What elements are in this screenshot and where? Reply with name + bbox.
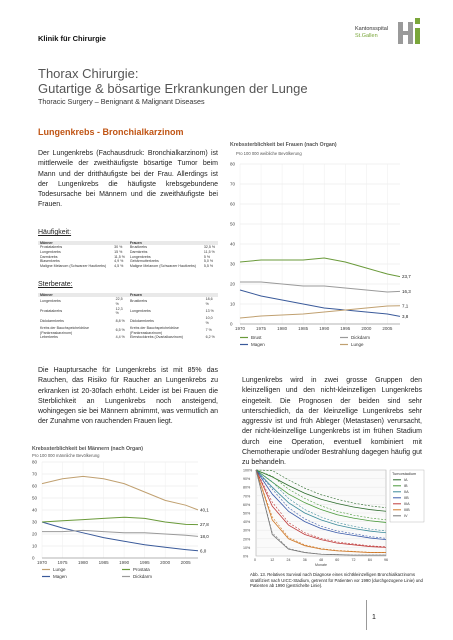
legend-label: IIIA xyxy=(404,502,410,506)
y-tick-label: 100% xyxy=(243,468,253,473)
page-number-divider xyxy=(366,600,367,630)
series-line-magen xyxy=(42,522,198,551)
types-paragraph: Lungenkrebs wird in zwei grosse Gruppen den kleinzelligen und den nicht-kleinzelligen Lungenkrebs eingeteilt. Die Prognosen der beiden sind sehr unterschiedlich, da der kleinzellige Lungenkrebs sehr aggressiv ist und früh Ableger (Metastasen) verursacht, der nicht-kleinzellige Lungenkrebs ist im frühen Stadium durch eine Operation, eventuell kombiniert mit Chemotherapie und/oder Bestrahlung dagegen häufig gut zu behandeln. xyxy=(242,377,422,467)
series-line-brust xyxy=(240,258,400,277)
chart-men xyxy=(30,446,216,586)
legend-label: Lunge xyxy=(53,567,66,572)
x-tick-label: 1975 xyxy=(57,560,68,565)
table-cell: 13 % xyxy=(205,308,214,313)
y-tick-label: 20 xyxy=(230,281,236,287)
table-header-cell: Männer xyxy=(38,293,114,297)
x-tick-label: 24 xyxy=(286,558,291,562)
x-tick-label: 2000 xyxy=(160,560,171,565)
series-line-dickdarm xyxy=(42,530,198,536)
end-value-label: 23,7 xyxy=(402,274,411,280)
end-value-label: 3,8 xyxy=(402,313,409,319)
table-cell: 5,0 % xyxy=(203,259,214,264)
x-tick-label: 0 xyxy=(254,558,256,562)
chart-survival-plot xyxy=(242,466,426,572)
table-cell: 30 % xyxy=(114,245,123,249)
table-cell: 11,5 % xyxy=(203,249,215,254)
x-tick-label: 36 xyxy=(302,558,307,562)
y-tick-label: 80% xyxy=(243,485,251,490)
header-clinic-name: Klinik für Chirurgie xyxy=(38,34,106,43)
table-cell: 6,2 % xyxy=(205,335,215,340)
table-cell: 32,5 % xyxy=(203,245,216,249)
table-row xyxy=(38,297,218,307)
table-cell: 6,5 % xyxy=(115,328,125,333)
y-tick-label: 60 xyxy=(230,201,236,207)
page-subtitle: Thoracic Surgery – Benignant & Malignant Diseases xyxy=(38,97,205,106)
legend-label: IV xyxy=(404,514,408,518)
x-tick-label: 60 xyxy=(335,558,340,562)
table-cell: 10,0 % xyxy=(205,316,213,325)
x-tick-label: 12 xyxy=(270,558,275,562)
table-cell: Lungenkrebs xyxy=(129,254,151,259)
x-tick-label: 1975 xyxy=(256,326,267,331)
page-title xyxy=(38,66,418,96)
table-cell: Blasenkrebs xyxy=(40,259,60,264)
table-cell: 12,3 % xyxy=(115,306,123,316)
y-tick-label: 60 xyxy=(32,483,38,489)
legend-label: Lunge xyxy=(351,342,364,347)
y-tick-label: 0% xyxy=(243,554,249,559)
table-row xyxy=(38,335,218,340)
x-tick-label: 1995 xyxy=(340,326,351,331)
x-tick-label: 84 xyxy=(367,558,372,562)
end-value-label: 16,3 xyxy=(402,288,411,294)
y-tick-label: 70 xyxy=(230,181,236,187)
table-cell: Lungenkrebs xyxy=(40,299,61,304)
table-cell: Lungenkrebs xyxy=(40,249,61,254)
chart-survival xyxy=(242,466,426,589)
table-cell: Gebärmutterkrebs xyxy=(129,259,159,264)
table-cell: 5 % xyxy=(203,254,211,259)
table-row xyxy=(38,307,218,317)
table-cell: 4,4 % xyxy=(115,335,125,340)
y-tick-label: 80 xyxy=(230,161,236,167)
x-tick-label: 1990 xyxy=(319,326,330,331)
title-line-1: Thorax Chirurgie: xyxy=(38,66,139,81)
x-tick-label: 1980 xyxy=(78,560,89,565)
legend-label: IIA xyxy=(404,490,409,494)
table-cell: 11,5 % xyxy=(114,254,125,259)
y-tick-label: 50% xyxy=(243,511,251,516)
y-tick-label: 70% xyxy=(243,494,251,499)
y-tick-label: 10% xyxy=(243,545,251,550)
legend-label: Magen xyxy=(251,342,265,347)
mortality-label: Sterberate: xyxy=(38,281,73,288)
y-tick-label: 20% xyxy=(243,537,251,542)
table-cell: Lungenkrebs xyxy=(129,308,151,313)
table-cell: 4,5 % xyxy=(114,264,124,269)
table-cell: Maligne Melanom (Schwarzer Hautkrebs) xyxy=(40,264,107,269)
end-value-label: 27,8 xyxy=(200,522,209,528)
chart-women-note: Pro 100 000 weibliche Bevölkerung xyxy=(236,151,302,156)
frequency-label: Häufigkeit: xyxy=(38,229,72,236)
table-cell: Darmkrebs xyxy=(129,249,148,254)
x-tick-label: 72 xyxy=(351,558,356,562)
x-tick-label: 96 xyxy=(384,558,388,562)
x-tick-label: 1970 xyxy=(235,326,246,331)
table-cell: 8,8 % xyxy=(115,318,125,323)
table-cell: 18,6 % xyxy=(205,297,213,306)
page-number: 1 xyxy=(372,614,376,621)
end-value-label: 40,1 xyxy=(200,507,209,513)
table-cell: Dickdarmkrebs xyxy=(40,318,64,323)
chart-women-plot xyxy=(226,156,422,356)
table-header-cell: Männer xyxy=(38,241,112,245)
intro-paragraph: Der Lungenkrebs (Fachausdruck: Bronchialkarzinom) ist mittlerweile der zweithäufigste bösartige Tumor beim Mann und der dritthäufigste bei der Frau. Allerdings ist der Lungenkrebs die häufigste krebsgebundene Todesursache bei Männern und die zweithäufigste bei Frauen. xyxy=(38,150,218,209)
x-tick-label: 2000 xyxy=(361,326,372,331)
x-tick-label: 2005 xyxy=(382,326,393,331)
x-tick-label: 1970 xyxy=(37,560,48,565)
x-tick-label: 1980 xyxy=(277,326,288,331)
table-cell: 4,9 % xyxy=(114,259,124,264)
table-header-cell: Frauen xyxy=(128,293,204,297)
y-tick-label: 20 xyxy=(32,531,38,537)
x-tick-label: 1985 xyxy=(98,560,109,565)
table-row xyxy=(38,326,218,336)
chart-women-title: Krebssterblichkeit bei Frauen (nach Organ) xyxy=(230,142,337,148)
table-cell: Krebs der Bauchspeicheldrüse (Pankreaskarzinom) xyxy=(40,325,89,335)
y-tick-label: 60% xyxy=(243,502,251,507)
y-tick-label: 0 xyxy=(230,321,233,327)
y-tick-label: 30% xyxy=(243,528,251,533)
x-tick-label: 1995 xyxy=(139,560,150,565)
y-tick-label: 70 xyxy=(32,471,38,477)
chart-women xyxy=(226,142,422,356)
table-cell: Dickdarmkrebs xyxy=(129,318,154,323)
series-line-prostata xyxy=(42,517,198,524)
chart-survival-caption: Abb. 13. Relatives Survival nach Diagnose eines nichtkleinzelligen Bronchialkarzinoms stratifiziert nach UICC-Stadium, getrennt für Patienten vor 1990 (durchgezogene Linie) und Patienten ab 1990 (gestrichelte Linie). xyxy=(250,572,423,589)
table-header-cell: Frauen xyxy=(128,241,202,245)
chart-men-plot xyxy=(30,458,216,586)
series-line-lunge xyxy=(42,476,198,509)
logo-line-2: St.Gallen xyxy=(355,33,378,39)
end-value-label: 18,0 xyxy=(200,533,209,539)
legend-label: Magen xyxy=(53,574,67,579)
table-cell: Brustkrebs xyxy=(129,299,148,304)
table-row xyxy=(38,264,218,269)
table-cell: Krebs der Bauchspeicheldrüse (Pankreaskarzinom) xyxy=(129,325,179,335)
y-tick-label: 90% xyxy=(243,477,251,482)
hospital-logo-icon xyxy=(398,18,420,44)
table-cell: 5,5 % xyxy=(203,264,214,269)
y-tick-label: 30 xyxy=(32,519,38,525)
table-cell: Darmkrebs xyxy=(40,254,58,259)
y-tick-label: 10 xyxy=(230,301,236,307)
x-tick-label: 1985 xyxy=(298,326,309,331)
end-value-label: 6,0 xyxy=(200,548,207,554)
table-cell: Eierstockkrebs (Ovarialkarzinom) xyxy=(129,335,183,340)
legend-label: IIIB xyxy=(404,508,410,512)
legend-label: IIB xyxy=(404,496,409,500)
x-tick-label: 2005 xyxy=(180,560,191,565)
chart-men-note: Pro 100 000 männliche Bevölkerung xyxy=(32,453,100,458)
x-tick-label: 1990 xyxy=(119,560,130,565)
legend-label: IA xyxy=(404,478,408,482)
legend-label: Brust xyxy=(251,335,262,340)
table-cell: Leberkrebs xyxy=(40,335,58,340)
table-cell: 15 % xyxy=(114,249,123,254)
x-tick-label: 48 xyxy=(319,558,323,562)
y-tick-label: 40 xyxy=(32,507,38,513)
table-row xyxy=(38,316,218,326)
table-cell: Brustkrebs xyxy=(129,245,148,249)
section-heading: Lungenkrebs - Bronchialkarzinom xyxy=(38,127,184,137)
table-cell: 7 % xyxy=(205,328,212,333)
legend-label: Dickdarm xyxy=(133,574,153,579)
title-line-2: Gutartige & bösartige Erkrankungen der Lunge xyxy=(38,81,308,96)
legend-label: Prostata xyxy=(133,567,150,572)
y-tick-label: 80 xyxy=(32,459,38,465)
logo-line-1: Kantonsspital xyxy=(355,26,389,32)
y-tick-label: 40 xyxy=(230,241,236,247)
chart-men-title: Krebssterblichkeit bei Männern (nach Organ) xyxy=(32,446,143,452)
y-tick-label: 50 xyxy=(230,221,236,227)
table-cell: Maligne Melanom (Schwarzer Hautkrebs) xyxy=(129,264,196,269)
legend-label: Dickdarm xyxy=(351,335,371,340)
mortality-table xyxy=(38,293,218,340)
y-tick-label: 40% xyxy=(243,520,251,525)
table-cell: Prostatakrebs xyxy=(40,245,63,249)
table-cell: 22,5 % xyxy=(115,297,123,306)
y-tick-label: 30 xyxy=(230,261,236,267)
y-tick-label: 50 xyxy=(32,495,38,501)
table-cell: Prostatakrebs xyxy=(40,308,63,313)
x-unit-label: Monate xyxy=(315,563,327,567)
legend-title: Tumorstadium xyxy=(392,472,417,476)
legend-label: IB xyxy=(404,484,408,488)
series-line-dickdarm xyxy=(240,282,400,292)
y-tick-label: 0 xyxy=(32,555,35,561)
y-tick-label: 10 xyxy=(32,543,38,549)
frequency-table xyxy=(38,241,218,269)
hospital-logo-text xyxy=(355,26,388,40)
causes-paragraph: Die Hauptursache für Lungenkrebs ist mit 85% das Rauchen, das Risiko für Raucher an Lungenkrebs zu erkranken ist 20-30fach erhöht. Leider ist bei Frauen die Sterblichkeit an Lungenkrebs noch ansteigend, wohingegen sie bei Männern abnimmt, was vermutlich an der Zunahme von rauchenden Frauen liegt. xyxy=(38,367,218,426)
end-value-label: 7,1 xyxy=(402,303,409,309)
